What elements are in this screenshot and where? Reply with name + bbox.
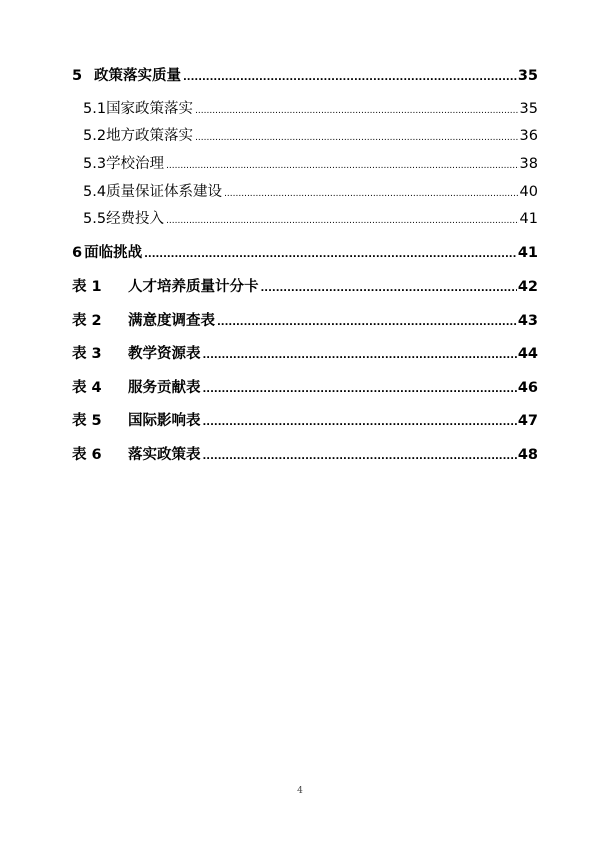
toc-entry-title: 面临挑战 — [84, 245, 143, 261]
toc-leader-dots — [217, 317, 517, 328]
toc-entry-title: 人才培养质量计分卡 — [128, 279, 259, 295]
toc-entry-page: 41 — [517, 245, 538, 261]
toc-entry-page: 40 — [519, 184, 538, 200]
toc-entry-title: 学校治理 — [106, 156, 165, 172]
toc-entry-number: 5.5 — [83, 211, 107, 227]
toc-entry-title: 教学资源表 — [128, 346, 201, 362]
toc-entry-5-5[interactable] — [83, 207, 538, 228]
toc-entry-5-2[interactable] — [83, 124, 538, 145]
toc-entry-number: 5 — [72, 68, 83, 84]
toc-leader-dots — [195, 133, 518, 143]
toc-entry-table-5[interactable] — [72, 409, 538, 430]
toc-entry-number: 表 3 — [72, 346, 102, 362]
toc-entry-page: 36 — [519, 128, 538, 144]
toc-leader-dots — [144, 249, 517, 260]
toc-entry-number: 5.2 — [83, 128, 107, 144]
page-number: 4 — [297, 786, 303, 796]
toc-entry-page: 46 — [517, 380, 538, 396]
toc-entry-table-2[interactable] — [72, 309, 538, 330]
toc-entry-5-1[interactable] — [83, 97, 538, 118]
toc-leader-dots — [195, 106, 518, 116]
toc-leader-dots — [203, 350, 517, 361]
toc-entry-number: 表 1 — [72, 279, 102, 295]
toc-entry-6[interactable] — [72, 241, 538, 262]
toc-entry-page: 35 — [519, 101, 538, 117]
toc-entry-page: 43 — [517, 313, 538, 329]
toc-entry-table-1[interactable] — [72, 275, 538, 296]
toc-entry-number: 5.4 — [83, 184, 107, 200]
toc-entry-page: 35 — [517, 68, 538, 84]
toc-entry-number: 6 — [72, 245, 83, 261]
toc-entry-table-3[interactable] — [72, 342, 538, 363]
toc-entry-number: 表 6 — [72, 447, 102, 463]
toc-entry-page: 44 — [517, 346, 538, 362]
toc-entry-page: 38 — [519, 156, 538, 172]
toc-entry-number: 表 4 — [72, 380, 102, 396]
toc-entry-number: 5.1 — [83, 101, 107, 117]
toc-entry-title: 地方政策落实 — [106, 128, 194, 144]
toc-entry-page: 41 — [519, 211, 538, 227]
toc-entry-title: 质量保证体系建设 — [106, 184, 223, 200]
toc-entry-page: 42 — [517, 279, 538, 295]
toc-entry-5[interactable] — [72, 64, 538, 85]
toc-entry-number: 5.3 — [83, 156, 107, 172]
toc-entry-title: 国际影响表 — [128, 413, 201, 429]
toc-entry-page: 47 — [517, 413, 538, 429]
toc-leader-dots — [203, 417, 517, 428]
toc-leader-dots — [203, 451, 517, 462]
toc-leader-dots — [166, 161, 518, 171]
toc-entry-title: 落实政策表 — [128, 447, 201, 463]
toc-entry-5-4[interactable] — [83, 180, 538, 201]
toc-entry-title: 国家政策落实 — [106, 101, 194, 117]
toc-entry-number: 表 5 — [72, 413, 102, 429]
toc-entry-title: 政策落实质量 — [94, 68, 181, 84]
toc-entry-title: 满意度调查表 — [128, 313, 215, 329]
toc-entry-table-4[interactable] — [72, 376, 538, 397]
toc-entry-table-6[interactable] — [72, 443, 538, 464]
toc-entry-title: 经费投入 — [106, 211, 165, 227]
toc-leader-dots — [166, 216, 518, 226]
toc-leader-dots — [183, 72, 517, 83]
toc-leader-dots — [224, 189, 518, 199]
toc-entry-page: 48 — [517, 447, 538, 463]
toc-entry-title: 服务贡献表 — [128, 380, 201, 396]
toc-entry-number: 表 2 — [72, 313, 102, 329]
toc-leader-dots — [203, 384, 517, 395]
toc-leader-dots — [261, 283, 517, 294]
toc-entry-5-3[interactable] — [83, 152, 538, 173]
